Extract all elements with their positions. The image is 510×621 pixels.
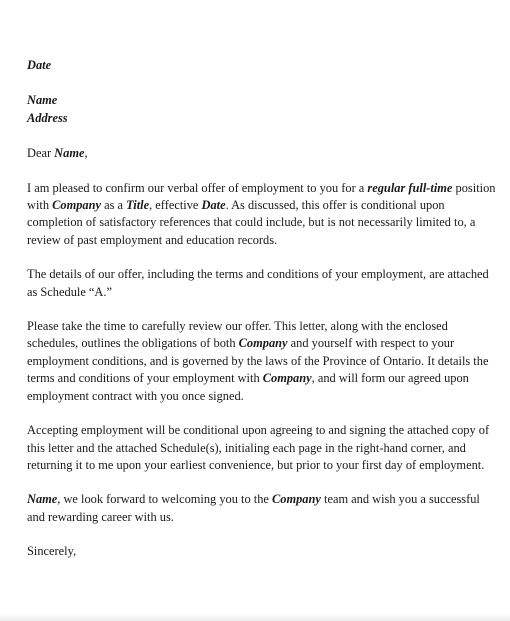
p1-date: Date: [201, 198, 226, 213]
p5-name: Name: [27, 492, 58, 507]
p1-text-a: I am pleased to confirm our verbal offer of employment to you for a: [27, 180, 368, 195]
closing: Sincerely,: [27, 544, 77, 559]
greeting: [27, 145, 497, 162]
p3-text-e: , and will form our agreed upon employment contract with you once signed.: [27, 371, 469, 403]
p1-title: Title: [126, 198, 150, 213]
p3-text-a: Please take the time to carefully review our offer. This letter, along with the enclosed schedules, outlines the obligations of both: [27, 319, 448, 351]
p1-text-e: as a: [101, 198, 127, 213]
paragraph-accepting: Accepting employment will be conditional upon agreeing to and signing the attached copy of this letter and the attached Schedule(s), initialing each page in the right-hand corner, and returning it to me upon your earliest convenience, but prior to your first day of employment.: [27, 423, 490, 472]
greeting-comma: ,: [84, 146, 88, 161]
p5-text-d: team and wish you a successful and rewarding career with us.: [27, 492, 480, 524]
recipient-address: Address: [27, 110, 68, 125]
paragraph-offer: [27, 180, 497, 250]
paragraph-review: [27, 318, 497, 405]
greeting-dear: Dear: [27, 146, 55, 161]
p1-text-c: position with: [27, 180, 496, 213]
paragraph-welcome: [27, 491, 497, 526]
p5-text-b: , we look forward to welcoming you to the: [57, 492, 273, 507]
p3-company: Company: [238, 336, 288, 351]
p1-text-i: . As discussed, this offer is conditional upon completion of satisfactory references that could include, but is not necessarily limited to, a review of past employment and education records.: [27, 198, 476, 247]
p3-company-2: Company: [262, 371, 312, 386]
p5-company: Company: [272, 492, 321, 507]
greeting-name: Name: [54, 146, 85, 161]
p3-text-c: and yourself with respect to your employment conditions, and is governed by the laws of the Province of Ontario. It details the terms and conditions of your employment with: [27, 336, 489, 386]
date-line: Date: [27, 58, 52, 72]
recipient-name: Name: [27, 93, 58, 108]
p1-company: Company: [52, 198, 102, 213]
offer-letter: [27, 57, 497, 561]
p1-employment-type: regular full-time: [367, 180, 453, 195]
paragraph-details: The details of our offer, including the terms and conditions of your employment, are attached as Schedule “A.”: [27, 267, 489, 299]
p1-text-g: , effective: [149, 198, 202, 213]
page-bottom-shadow: [0, 613, 510, 621]
